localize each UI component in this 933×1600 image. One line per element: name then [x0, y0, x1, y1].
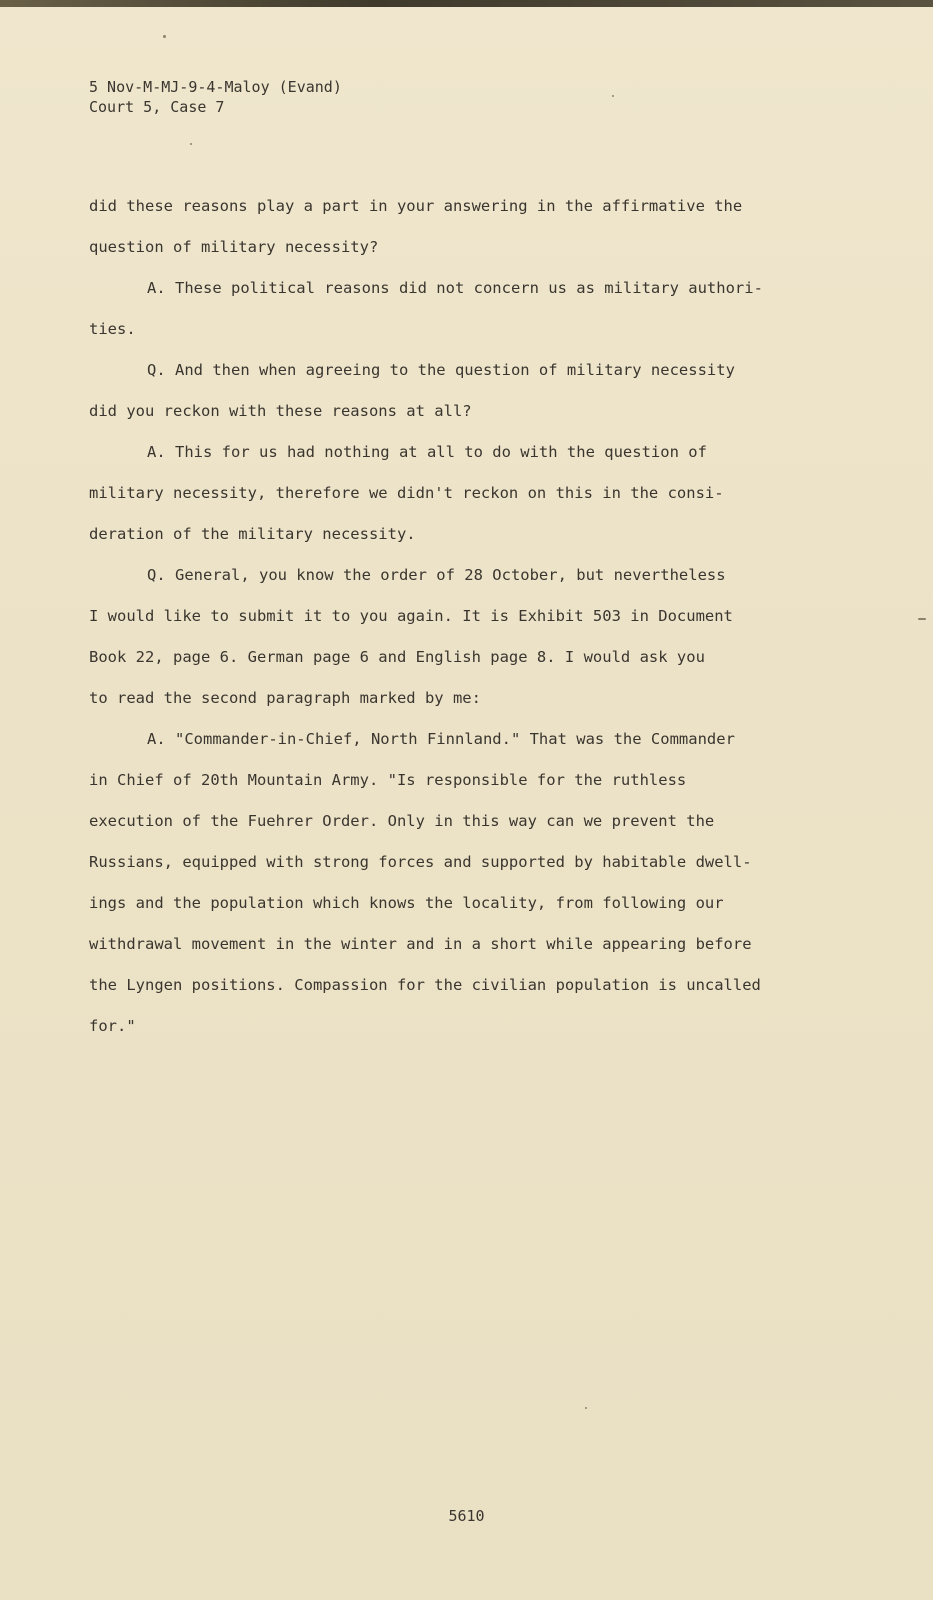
- text-line: Russians, equipped with strong forces and supported by habitable dwell-: [89, 853, 752, 871]
- text-line: in Chief of 20th Mountain Army. "Is responsible for the ruthless: [89, 771, 687, 789]
- transcript-header: [89, 77, 342, 117]
- text-line: question of military necessity?: [89, 238, 379, 256]
- text-line: withdrawal movement in the winter and in a short while appearing before: [89, 935, 752, 953]
- header-court-line: Court 5, Case 7: [89, 98, 225, 116]
- scan-edge: [0, 0, 933, 7]
- text-line: deration of the military necessity.: [89, 525, 416, 543]
- answer-line: A. This for us had nothing at all to do with the question of: [147, 443, 707, 461]
- header-session-line: 5 Nov-M-MJ-9-4-Maloy (Evand): [89, 78, 342, 96]
- paper-speck: [612, 95, 614, 97]
- text-line: ties.: [89, 320, 136, 338]
- text-line: for.": [89, 1017, 136, 1035]
- text-line: did these reasons play a part in your answering in the affirmative the: [89, 197, 743, 215]
- text-line: ings and the population which knows the locality, from following our: [89, 894, 724, 912]
- text-line: Book 22, page 6. German page 6 and English page 8. I would ask you: [89, 648, 705, 666]
- text-line: I would like to submit it to you again. It is Exhibit 503 in Document: [89, 607, 733, 625]
- paper-speck: [918, 618, 926, 620]
- page-number: 5610: [448, 1507, 485, 1525]
- paper-speck: [585, 1407, 587, 1409]
- text-line: military necessity, therefore we didn't reckon on this in the consi-: [89, 484, 724, 502]
- answer-line: A. These political reasons did not concern us as military authori-: [147, 279, 763, 297]
- text-line: execution of the Fuehrer Order. Only in this way can we prevent the: [89, 812, 715, 830]
- question-line: Q. And then when agreeing to the question of military necessity: [147, 361, 735, 379]
- paper-speck: [163, 35, 166, 38]
- text-line: the Lyngen positions. Compassion for the civilian population is uncalled: [89, 976, 761, 994]
- text-line: did you reckon with these reasons at all?: [89, 402, 472, 420]
- paper-speck: [190, 143, 192, 145]
- text-line: to read the second paragraph marked by me:: [89, 689, 481, 707]
- answer-line: A. "Commander-in-Chief, North Finnland." That was the Commander: [147, 730, 735, 748]
- transcript-body: [89, 193, 869, 1054]
- question-line: Q. General, you know the order of 28 October, but nevertheless: [147, 566, 726, 584]
